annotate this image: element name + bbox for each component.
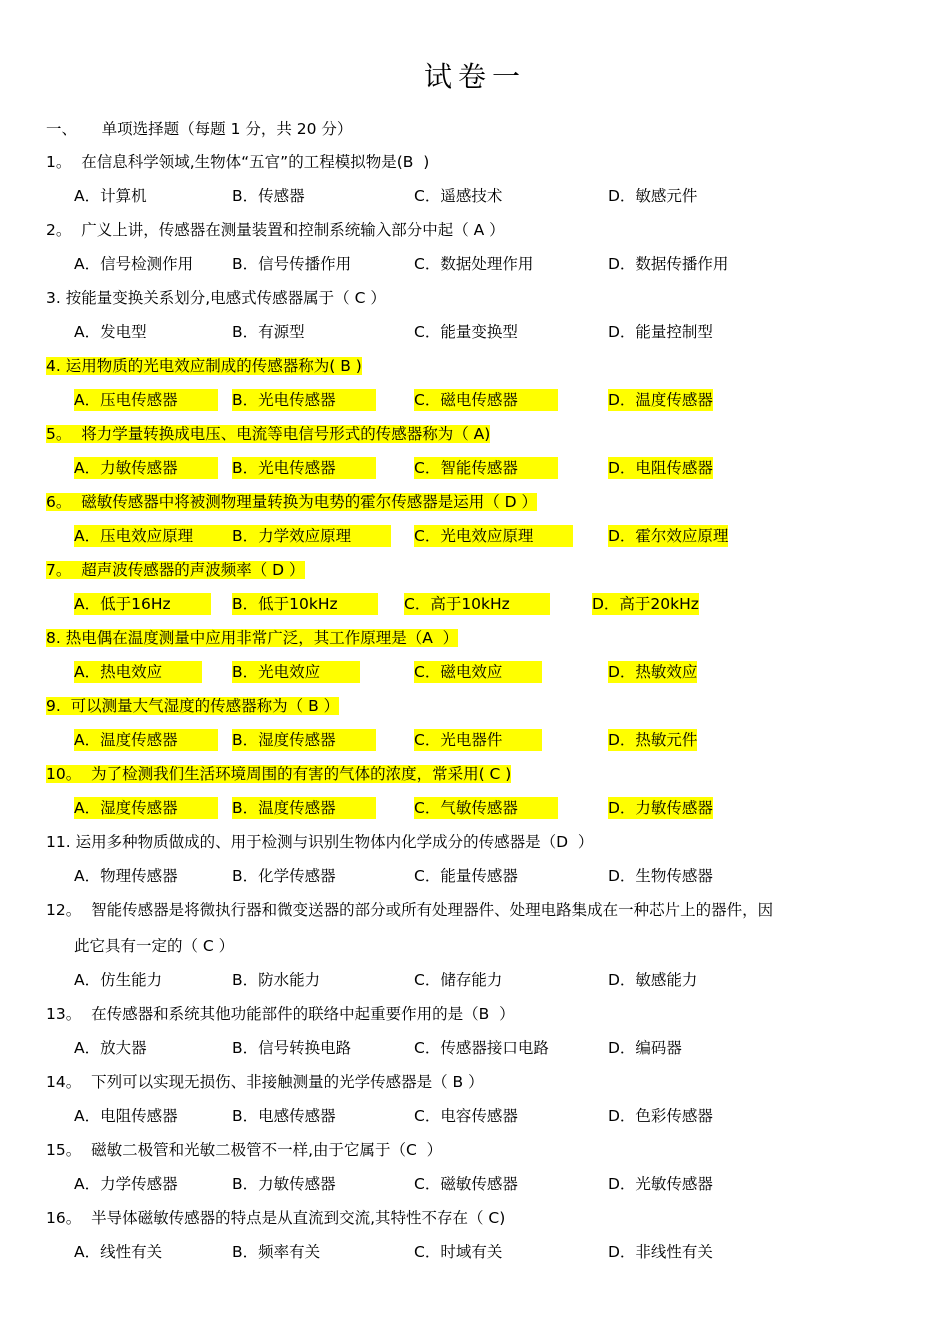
page-title: 试卷一 <box>423 60 526 93</box>
option-a: A．力学传感器 <box>74 1175 178 1193</box>
options-row <box>74 1037 874 1059</box>
options-row <box>74 1173 874 1195</box>
option-b: B．防水能力 <box>232 971 321 989</box>
option-d: D．热敏效应 <box>608 663 698 681</box>
question-text <box>46 287 386 309</box>
option-a: A．压电传感器 <box>74 389 218 411</box>
option-b: B．频率有关 <box>232 1243 321 1261</box>
question-stem: 13。 在传感器和系统其他功能部件的联络中起重要作用的是（B ） <box>46 1005 515 1023</box>
option-b: B．传感器 <box>232 187 305 205</box>
question-stem: 9. 可以测量大气湿度的传感器称为（ B ） <box>46 697 340 715</box>
option-a: A．计算机 <box>74 187 147 205</box>
option-d: D．色彩传感器 <box>608 1107 713 1125</box>
option-c: C．高于10kHz <box>404 593 550 615</box>
question-stem: 2。 广义上讲，传感器在测量装置和控制系统输入部分中起（ A ） <box>46 221 505 239</box>
option-a: A．电阻传感器 <box>74 1107 178 1125</box>
option-d: D．力敏传感器 <box>608 799 713 817</box>
options-row <box>74 1105 874 1127</box>
option-d: D．光敏传感器 <box>608 1175 713 1193</box>
option-a: A．湿度传感器 <box>74 797 218 819</box>
question-text <box>46 1003 515 1025</box>
option-b: B．湿度传感器 <box>232 729 376 751</box>
question-stem: 3. 按能量变换关系划分,电感式传感器属于（ C ） <box>46 289 386 307</box>
option-b: B．力敏传感器 <box>232 1175 336 1193</box>
option-a: A．放大器 <box>74 1039 147 1057</box>
option-c: C．磁电传感器 <box>414 389 558 411</box>
options-row <box>74 457 874 479</box>
options-row <box>74 797 874 819</box>
question-stem: 4. 运用物质的光电效应制成的传感器称为( B ) <box>46 357 362 375</box>
option-c: C．光电器件 <box>414 729 542 751</box>
option-c: C．智能传感器 <box>414 457 558 479</box>
option-b: B．光电传感器 <box>232 457 376 479</box>
question-text <box>46 1139 442 1161</box>
option-b: B．光电传感器 <box>232 389 376 411</box>
option-c: C．时域有关 <box>414 1243 503 1261</box>
options-row <box>74 969 874 991</box>
option-a: A．压电效应原理 <box>74 525 233 547</box>
option-d: D．编码器 <box>608 1039 682 1057</box>
option-c: C．能量变换型 <box>414 323 518 341</box>
options-row <box>74 525 874 547</box>
question-stem: 15。 磁敏二极管和光敏二极管不一样,由于它属于（C ） <box>46 1141 443 1159</box>
question-text <box>46 1071 484 1093</box>
option-c: C．电容传感器 <box>414 1107 518 1125</box>
question-text <box>46 151 429 173</box>
question-text <box>46 831 593 853</box>
option-d: D．热敏元件 <box>608 731 698 749</box>
question-text-continued <box>74 935 234 957</box>
question-text <box>46 763 511 785</box>
option-c: C．磁敏传感器 <box>414 1175 518 1193</box>
question-text <box>46 423 490 445</box>
question-stem: 1。 在信息科学领域,生物体“五官”的工程模拟物是(B ) <box>46 153 430 171</box>
question-text <box>46 1207 505 1229</box>
option-c: C．能量传感器 <box>414 867 518 885</box>
options-row <box>74 729 874 751</box>
option-b: B．光电效应 <box>232 661 360 683</box>
option-b: B．有源型 <box>232 323 305 341</box>
question-text <box>46 695 339 717</box>
option-b: B．信号传播作用 <box>232 255 352 273</box>
options-row <box>74 865 874 887</box>
question-text <box>46 355 362 377</box>
option-d: D．敏感元件 <box>608 187 698 205</box>
options-row <box>74 661 874 683</box>
option-d: D．温度传感器 <box>608 391 713 409</box>
options-row <box>74 185 874 207</box>
options-row <box>74 321 874 343</box>
option-c: C．储存能力 <box>414 971 503 989</box>
question-stem: 16。 半导体磁敏传感器的特点是从直流到交流,其特性不存在（ C) <box>46 1209 506 1227</box>
options-row <box>74 593 874 615</box>
option-a: A．线性有关 <box>74 1243 163 1261</box>
question-stem: 7。 超声波传感器的声波频率（ D ） <box>46 561 305 579</box>
question-stem: 8. 热电偶在温度测量中应用非常广泛，其工作原理是（A ） <box>46 629 459 647</box>
question-stem: 14。 下列可以实现无损伤、非接触测量的光学传感器是（ B ） <box>46 1073 484 1091</box>
option-c: C．光电效应原理 <box>414 525 573 547</box>
option-d: D．敏感能力 <box>608 971 698 989</box>
question-text <box>46 219 505 241</box>
option-d: D．高于20kHz <box>592 595 699 613</box>
options-row <box>74 253 874 275</box>
question-text <box>46 491 537 513</box>
question-stem: 6。 磁敏传感器中将被测物理量转换为电势的霍尔传感器是运用（ D ） <box>46 493 538 511</box>
section-heading: 一、 单项选择题（每题 1 分，共 20 分） <box>46 120 353 138</box>
option-d: D．数据传播作用 <box>608 255 729 273</box>
option-c: C．数据处理作用 <box>414 255 534 273</box>
question-text <box>46 559 305 581</box>
option-a: A．信号检测作用 <box>74 255 194 273</box>
option-b: B．电感传感器 <box>232 1107 336 1125</box>
question-text <box>46 899 773 921</box>
question-stem: 12。 智能传感器是将微执行器和微变送器的部分或所有处理器件、处理电路集成在一种芯片上的器件，因 <box>46 901 774 919</box>
option-d: D．霍尔效应原理 <box>608 527 729 545</box>
option-b: B．化学传感器 <box>232 867 336 885</box>
option-b: B．温度传感器 <box>232 797 376 819</box>
options-row <box>74 1241 874 1263</box>
option-d: D．能量控制型 <box>608 323 713 341</box>
question-text <box>46 627 458 649</box>
option-b: B．低于10kHz <box>232 593 378 615</box>
options-row <box>74 389 874 411</box>
option-a: A．发电型 <box>74 323 147 341</box>
option-a: A．力敏传感器 <box>74 457 218 479</box>
option-a: A．热电效应 <box>74 661 202 683</box>
option-d: D．生物传感器 <box>608 867 713 885</box>
option-b: B．力学效应原理 <box>232 525 391 547</box>
question-stem: 10。 为了检测我们生活环境周围的有害的气体的浓度，常采用( C ) <box>46 765 512 783</box>
option-b: B．信号转换电路 <box>232 1039 352 1057</box>
option-d: D．电阻传感器 <box>608 459 713 477</box>
option-c: C．传感器接口电路 <box>414 1039 549 1057</box>
option-d: D．非线性有关 <box>608 1243 713 1261</box>
option-a: A．仿生能力 <box>74 971 163 989</box>
question-stem: 5。 将力学量转换成电压、电流等电信号形式的传感器称为（ A) <box>46 425 491 443</box>
option-c: C．遥感技术 <box>414 187 503 205</box>
question-stem-continued: 此它具有一定的（ C ） <box>74 937 235 955</box>
option-c: C．气敏传感器 <box>414 797 558 819</box>
option-a: A．温度传感器 <box>74 729 218 751</box>
question-stem: 11. 运用多种物质做成的、用于检测与识别生物体内化学成分的传感器是（D ） <box>46 833 594 851</box>
option-a: A．物理传感器 <box>74 867 178 885</box>
option-c: C．磁电效应 <box>414 661 542 683</box>
option-a: A．低于16Hz <box>74 593 211 615</box>
